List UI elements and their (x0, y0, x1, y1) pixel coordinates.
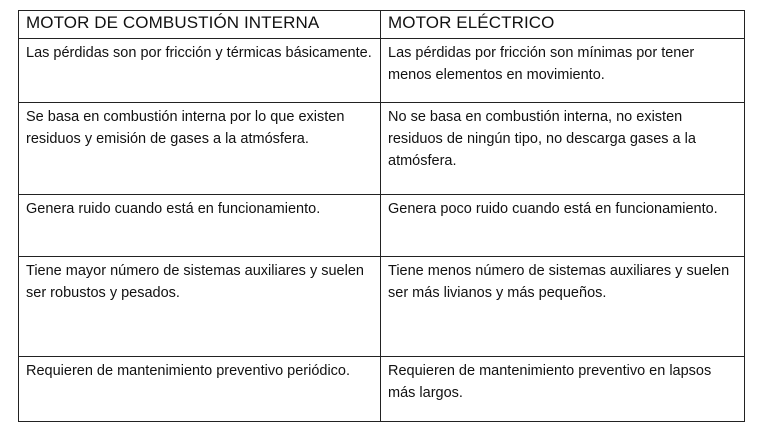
table-row (19, 39, 745, 103)
cell-combustion: Tiene mayor número de sistemas auxiliares y suelen ser robustos y pesados. (19, 257, 381, 357)
table-header (19, 11, 745, 39)
cell-electric: Las pérdidas por fricción son mínimas por tener menos elementos en movimiento. (381, 39, 745, 103)
cell-electric: Tiene menos número de sistemas auxiliares y suelen ser más livianos y más pequeños. (381, 257, 745, 357)
cell-combustion: Las pérdidas son por fricción y térmicas básicamente. (19, 39, 381, 103)
table-row (19, 103, 745, 195)
table-row (19, 357, 745, 422)
table-row (19, 195, 745, 257)
cell-electric: Genera poco ruido cuando está en funcionamiento. (381, 195, 745, 257)
cell-electric: Requieren de mantenimiento preventivo en lapsos más largos. (381, 357, 745, 422)
cell-combustion: Requieren de mantenimiento preventivo periódico. (19, 357, 381, 422)
cell-combustion: Genera ruido cuando está en funcionamiento. (19, 195, 381, 257)
header-row (19, 11, 745, 39)
header-combustion-engine: MOTOR DE COMBUSTIÓN INTERNA (19, 11, 381, 39)
table-body (19, 39, 745, 422)
cell-electric: No se basa en combustión interna, no existen residuos de ningún tipo, no descarga gases a la atmósfera. (381, 103, 745, 195)
table-row (19, 257, 745, 357)
comparison-table (18, 10, 745, 422)
cell-combustion: Se basa en combustión interna por lo que existen residuos y emisión de gases a la atmósfera. (19, 103, 381, 195)
header-electric-motor: MOTOR ELÉCTRICO (381, 11, 745, 39)
